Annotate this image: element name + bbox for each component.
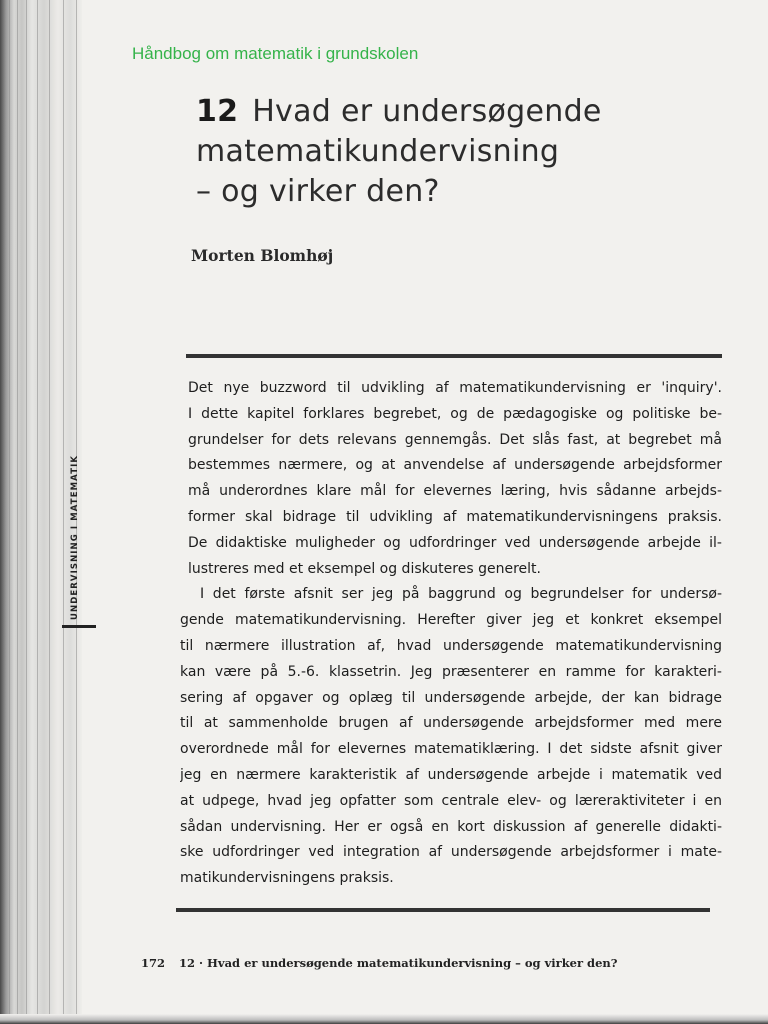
abstract-line: kan være på 5.-6. klassetrin. Jeg præsenterer en ramme for karakteri- — [180, 663, 722, 680]
page-number: 172 — [141, 956, 166, 970]
abstract-line: jeg en nærmere karakteristik af undersøgende arbejde i matematik ved — [180, 766, 722, 783]
abstract-line: til at sammenholde brugen af undersøgende arbejdsformer med mere — [180, 715, 722, 732]
abstract-line: grundelser for dets relevans gennemgås. Det slås fast, at begrebet må — [188, 431, 722, 448]
abstract-line: sådan undervisning. Her er også en kort diskussion af generelle didakti- — [180, 818, 722, 835]
section-tab-label: UNDERVISNING I MATEMATIK — [70, 454, 80, 620]
abstract-line: I dette kapitel forklares begrebet, og de pædagogiske og politiske be- — [188, 405, 722, 422]
abstract-line: De didaktiske muligheder og udfordringer ved undersøgende arbejde il- — [188, 534, 722, 551]
abstract-line: Det nye buzzword til udvikling af matematikundervisning er 'inquiry'. — [188, 380, 722, 396]
section-tab — [62, 455, 94, 625]
abstract-line: overordnede mål for elevernes matematiklæring. I det sidste afsnit giver — [180, 741, 722, 758]
abstract-line: til nærmere illustration af, hvad undersøgende matematikundervisning — [180, 637, 722, 654]
chapter-title-line-3: – og virker den? — [196, 174, 440, 209]
abstract-line: at udpege, hvad jeg opfatter som centrale elev- og læreraktiviteter i en — [180, 792, 722, 809]
abstract-line: gende matematikundervisning. Herefter giver jeg et konkret eksempel — [180, 612, 722, 629]
chapter-title-line-2: matematikundervisning — [196, 134, 560, 169]
abstract-line: I det første afsnit ser jeg på baggrund og begrundelser for undersø- — [200, 586, 722, 603]
abstract-top-rule — [186, 354, 722, 358]
abstract-paragraph-1 — [180, 376, 722, 582]
footer-running-title: 12 · Hvad er undersøgende matematikundervisning – og virker den? — [179, 956, 618, 970]
abstract — [180, 376, 722, 892]
abstract-line: sering af opgaver og oplæg til undersøgende arbejde, der kan bidrage — [180, 689, 722, 706]
abstract-line: matikundervisningens praksis. — [180, 870, 394, 887]
page-bottom-shadow — [0, 1014, 768, 1024]
page-footer — [141, 956, 618, 970]
section-tab-rule — [62, 625, 96, 628]
abstract-line: ske udfordringer ved integration af undersøgende arbejdsformer i mate- — [180, 844, 722, 861]
abstract-line: bestemmes nærmere, og at anvendelse af undersøgende arbejdsformer — [188, 457, 722, 474]
author-name: Morten Blomhøj — [191, 246, 334, 265]
abstract-line: lustreres med et eksempel og diskuteres generelt. — [188, 560, 541, 577]
chapter-title-text-1: Hvad er undersøgende — [252, 94, 602, 129]
chapter-title-line-1 — [196, 92, 736, 132]
abstract-bottom-rule — [176, 908, 710, 912]
chapter-title — [196, 92, 736, 212]
abstract-paragraph-2 — [180, 582, 722, 892]
running-head: Håndbog om matematik i grundskolen — [132, 44, 419, 63]
abstract-line: former skal bidrage til udvikling af matematikundervisningens praksis. — [188, 508, 722, 525]
abstract-line: må underordnes klare mål for elevernes læring, hvis sådanne arbejds- — [188, 483, 722, 500]
chapter-number: 12 — [196, 94, 239, 129]
